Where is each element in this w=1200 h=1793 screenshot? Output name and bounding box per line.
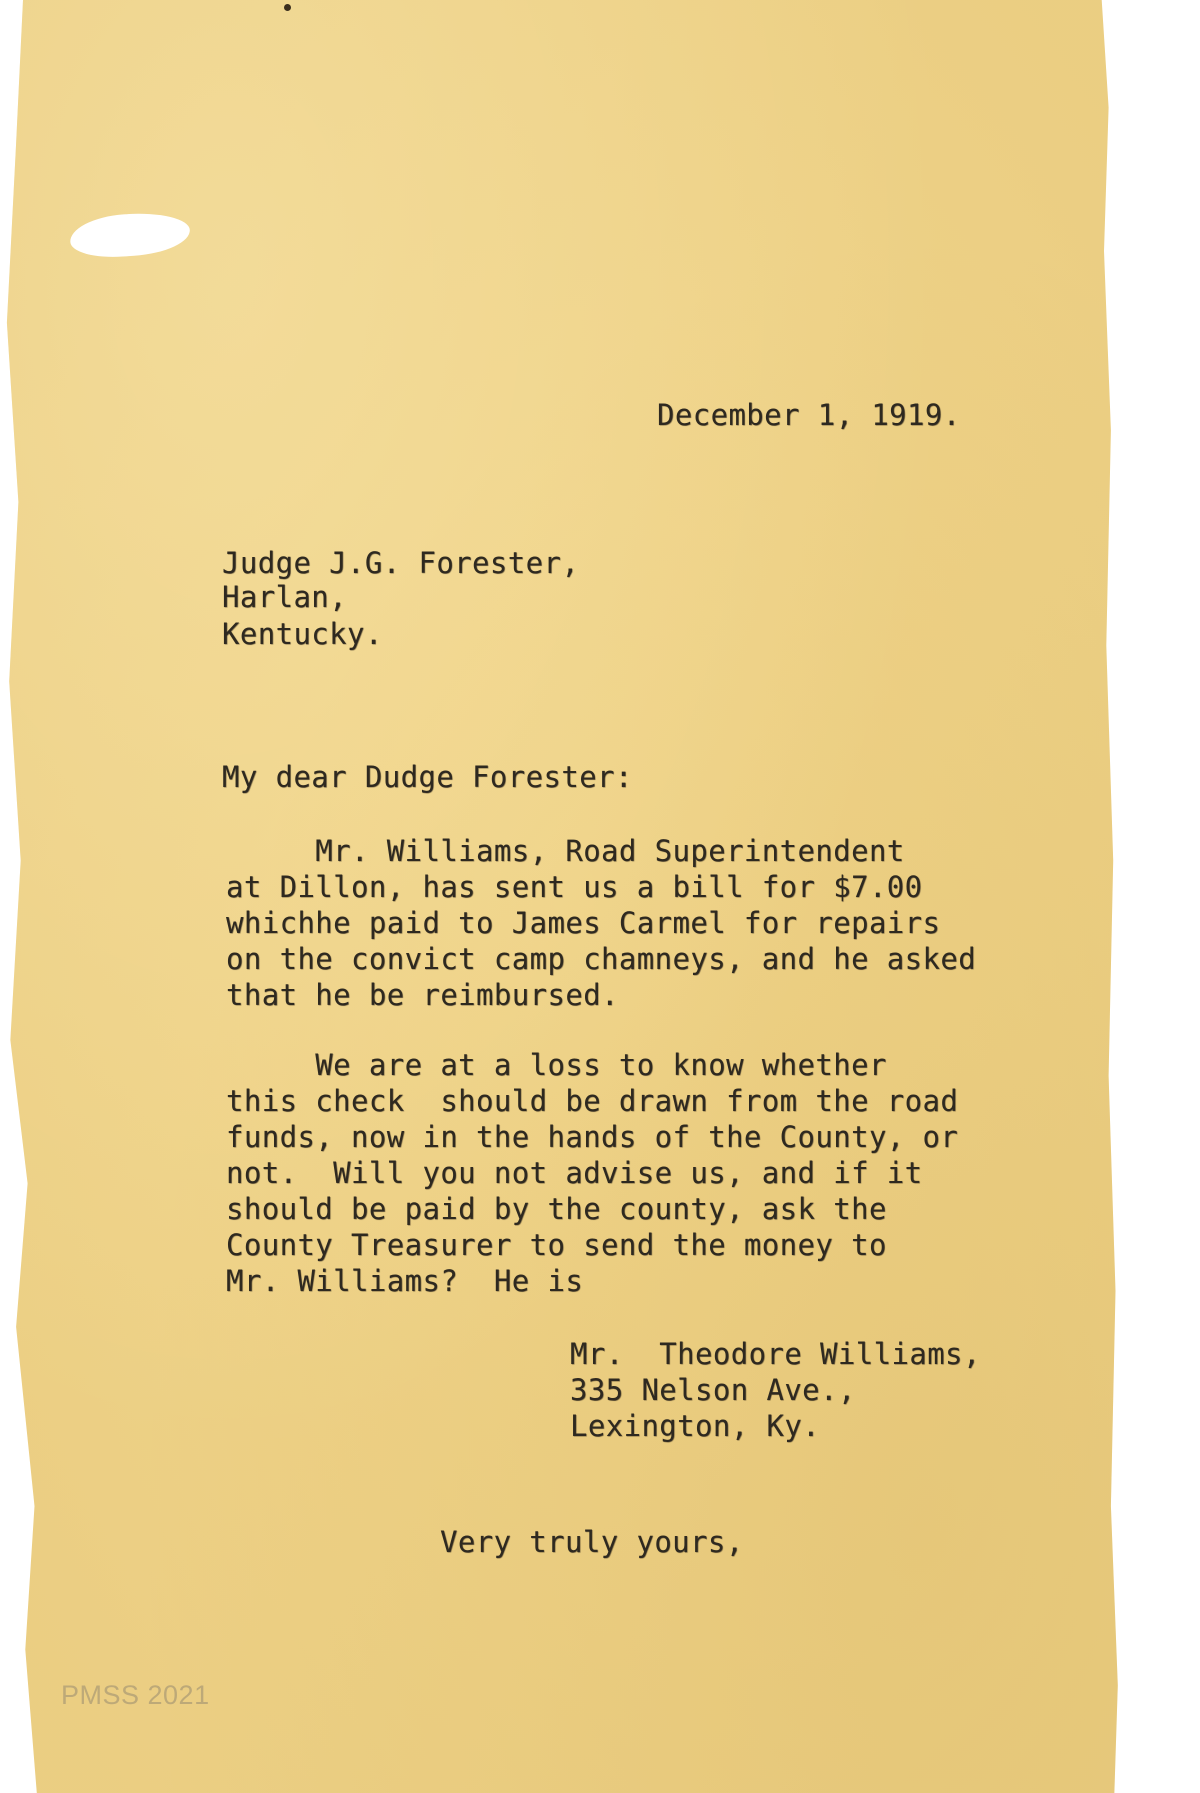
paragraph-1-line: whichhe paid to James Carmel for repairs [226,906,941,940]
salutation: My dear Dudge Forester: [222,760,633,794]
payee-city: Lexington, Ky. [570,1409,821,1443]
recipient-city: Harlan, [222,580,348,614]
paragraph-2-line: not. Will you not advise us, and if it [226,1156,923,1190]
closing: Very truly yours, [440,1525,744,1559]
paragraph-1-line: on the convict camp chamneys, and he asked [226,942,977,976]
paragraph-2-line: should be paid by the county, ask the [226,1192,887,1226]
paragraph-1-line: that he be reimbursed. [226,978,619,1012]
payee-street: 335 Nelson Ave., [570,1373,856,1407]
paragraph-1-line: at Dillon, has sent us a bill for $7.00 [226,870,923,904]
paragraph-1-line: Mr. Williams, Road Superintendent [226,834,905,868]
paragraph-2-line: Mr. Williams? He is [226,1264,584,1298]
ink-speck [284,4,291,11]
payee-name: Mr. Theodore Williams, [570,1337,981,1371]
archive-watermark: PMSS 2021 [61,1680,210,1710]
paragraph-2-line: County Treasurer to send the money to [226,1228,887,1262]
paragraph-2-line: this check should be drawn from the road [226,1084,959,1118]
paragraph-2-line: We are at a loss to know whether [226,1048,887,1082]
paragraph-2-line: funds, now in the hands of the County, or [226,1120,959,1154]
letter-date: December 1, 1919. [657,398,961,432]
recipient-name: Judge J.G. Forester, [222,546,580,580]
recipient-state: Kentucky. [222,617,383,651]
